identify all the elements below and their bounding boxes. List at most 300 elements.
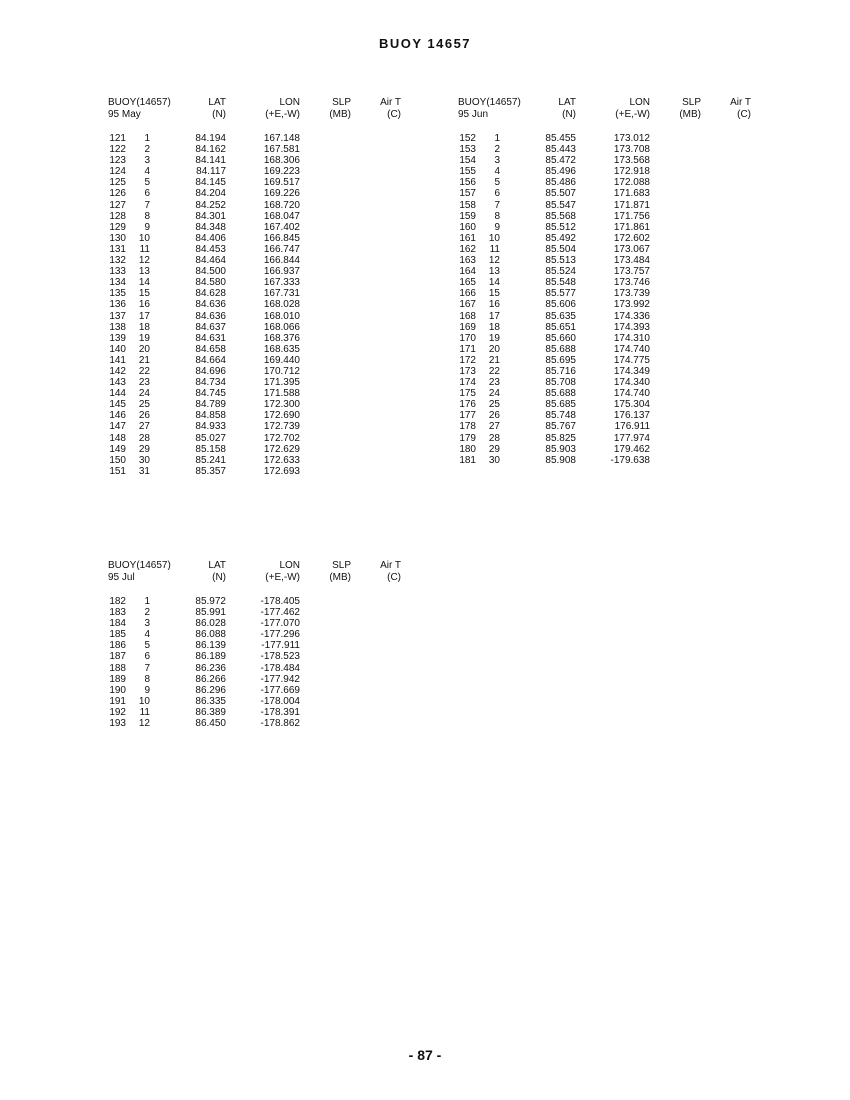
latitude-cell: 84.631 [195, 332, 226, 344]
longitude-cell: 167.731 [263, 288, 300, 300]
day-cell: 8 [144, 673, 150, 685]
table-row [100, 399, 420, 410]
lat-header: LAT [208, 97, 226, 108]
longitude-cell: -177.669 [260, 684, 300, 696]
latitude-cell: 86.028 [195, 618, 226, 630]
table-row [450, 377, 770, 388]
slp-unit: (MB) [679, 109, 701, 120]
day-cell: 7 [494, 199, 500, 211]
longitude-cell: 172.693 [263, 465, 300, 477]
day-of-year-cell: 176 [459, 399, 476, 411]
longitude-cell: 167.402 [263, 221, 300, 233]
lat-unit: (N) [212, 572, 226, 583]
day-cell: 13 [138, 266, 150, 278]
day-of-year-cell: 130 [109, 232, 126, 244]
table-row [100, 651, 420, 662]
day-cell: 17 [488, 310, 500, 322]
day-of-year-cell: 161 [459, 232, 476, 244]
day-cell: 28 [488, 432, 500, 444]
longitude-cell: 173.757 [613, 266, 650, 278]
day-of-year-cell: 157 [459, 188, 476, 200]
longitude-cell: 172.300 [263, 399, 300, 411]
day-cell: 6 [494, 188, 500, 200]
day-of-year-cell: 127 [109, 199, 126, 211]
air-temp-unit: (C) [387, 109, 401, 120]
latitude-cell: 84.500 [195, 266, 226, 278]
latitude-cell: 85.991 [195, 607, 226, 619]
longitude-cell: 172.918 [613, 166, 650, 178]
day-of-year-cell: 186 [109, 640, 126, 652]
day-of-year-cell: 129 [109, 221, 126, 233]
day-cell: 11 [489, 243, 500, 255]
table-row [100, 155, 420, 166]
longitude-cell: 166.845 [263, 232, 300, 244]
table-row [450, 255, 770, 266]
lon-header: LON [629, 97, 650, 108]
latitude-cell: 85.972 [195, 596, 226, 607]
latitude-cell: 84.636 [195, 299, 226, 311]
latitude-cell: 86.236 [195, 662, 226, 674]
table-row [100, 674, 420, 685]
day-cell: 26 [488, 410, 500, 422]
day-of-year-cell: 183 [109, 607, 126, 619]
day-of-year-cell: 168 [459, 310, 476, 322]
day-cell: 4 [144, 166, 150, 178]
latitude-cell: 85.695 [545, 354, 576, 366]
buoy-header: BUOY(14657) [458, 97, 521, 108]
day-cell: 25 [138, 399, 150, 411]
longitude-cell: -178.484 [260, 662, 300, 674]
day-cell: 3 [144, 155, 150, 167]
slp-header: SLP [332, 560, 351, 571]
day-cell: 3 [144, 618, 150, 630]
latitude-cell: 84.933 [195, 421, 226, 433]
air-temp-header: Air T [380, 560, 401, 571]
day-cell: 21 [138, 354, 150, 366]
day-cell: 31 [138, 465, 150, 477]
longitude-cell: 166.747 [263, 243, 300, 255]
latitude-cell: 84.406 [195, 232, 226, 244]
day-cell: 10 [138, 695, 150, 707]
latitude-cell: 84.628 [195, 288, 226, 300]
table-row [450, 166, 770, 177]
latitude-cell: 86.139 [195, 640, 226, 652]
day-of-year-cell: 185 [109, 629, 126, 641]
longitude-cell: 167.581 [263, 144, 300, 156]
air-temp-unit: (C) [387, 572, 401, 583]
table-row [450, 455, 770, 466]
latitude-cell: 84.162 [195, 144, 226, 156]
longitude-cell: 176.137 [613, 410, 650, 422]
day-of-year-cell: 150 [109, 454, 126, 466]
day-cell: 7 [144, 199, 150, 211]
latitude-cell: 84.301 [195, 210, 226, 222]
table-row [450, 444, 770, 455]
day-of-year-cell: 162 [459, 243, 476, 255]
longitude-cell: 175.304 [613, 399, 650, 411]
day-cell: 6 [144, 188, 150, 200]
day-of-year-cell: 160 [459, 221, 476, 233]
day-cell: 13 [488, 266, 500, 278]
day-of-year-cell: 133 [109, 266, 126, 278]
latitude-cell: 85.241 [195, 454, 226, 466]
lon-unit: (+E,-W) [265, 109, 300, 120]
day-cell: 29 [138, 443, 150, 455]
table-row [450, 222, 770, 233]
day-cell: 24 [488, 388, 500, 400]
table-row [100, 355, 420, 366]
latitude-cell: 85.688 [545, 343, 576, 355]
longitude-cell: 174.340 [613, 377, 650, 389]
table-row [450, 211, 770, 222]
day-cell: 29 [488, 443, 500, 455]
day-of-year-cell: 121 [109, 133, 126, 144]
day-cell: 20 [138, 343, 150, 355]
table-row [100, 629, 420, 640]
longitude-cell: 172.739 [263, 421, 300, 433]
month-label: 95 Jun [458, 109, 489, 120]
day-cell: 19 [488, 332, 500, 344]
column-header [100, 560, 420, 586]
day-of-year-cell: 174 [459, 377, 476, 389]
day-of-year-cell: 147 [109, 421, 126, 433]
day-cell: 8 [494, 210, 500, 222]
table-row [450, 233, 770, 244]
table-row [100, 433, 420, 444]
latitude-cell: 85.577 [545, 288, 576, 300]
longitude-cell: 173.568 [613, 155, 650, 167]
longitude-cell: -177.942 [260, 673, 300, 685]
table-row [450, 344, 770, 355]
longitude-cell: 174.393 [613, 321, 650, 333]
table-row [100, 200, 420, 211]
day-of-year-cell: 178 [459, 421, 476, 433]
day-of-year-cell: 190 [109, 684, 126, 696]
latitude-cell: 84.734 [195, 377, 226, 389]
air-temp-header: Air T [730, 97, 751, 108]
table-row [100, 618, 420, 629]
table-row [450, 244, 770, 255]
latitude-cell: 85.908 [545, 454, 576, 466]
day-cell: 10 [488, 232, 500, 244]
latitude-cell: 85.496 [545, 166, 576, 178]
month-label: 95 Jul [108, 572, 135, 583]
longitude-cell: -178.862 [260, 718, 300, 730]
day-of-year-cell: 180 [459, 443, 476, 455]
day-cell: 4 [144, 629, 150, 641]
latitude-cell: 84.658 [195, 343, 226, 355]
day-cell: 15 [138, 288, 150, 300]
day-cell: 30 [488, 454, 500, 466]
table-row [450, 421, 770, 432]
day-of-year-cell: 189 [109, 673, 126, 685]
table-row [450, 155, 770, 166]
table-row [100, 388, 420, 399]
latitude-cell: 84.252 [195, 199, 226, 211]
day-of-year-cell: 173 [459, 365, 476, 377]
day-of-year-cell: 124 [109, 166, 126, 178]
day-of-year-cell: 155 [459, 166, 476, 178]
slp-unit: (MB) [329, 109, 351, 120]
table-row [100, 299, 420, 310]
longitude-cell: 172.629 [263, 443, 300, 455]
longitude-cell: -178.523 [260, 651, 300, 663]
data-rows [100, 596, 420, 729]
day-cell: 9 [144, 221, 150, 233]
day-of-year-cell: 163 [459, 255, 476, 267]
lon-unit: (+E,-W) [265, 572, 300, 583]
day-cell: 18 [488, 321, 500, 333]
table-row [450, 410, 770, 421]
table-row [450, 433, 770, 444]
table-row [450, 333, 770, 344]
day-of-year-cell: 132 [109, 255, 126, 267]
data-rows [100, 133, 420, 477]
latitude-cell: 84.858 [195, 410, 226, 422]
day-cell: 23 [138, 377, 150, 389]
data-block-jul [100, 560, 420, 730]
longitude-cell: 167.148 [263, 133, 300, 144]
longitude-cell: 168.720 [263, 199, 300, 211]
day-of-year-cell: 169 [459, 321, 476, 333]
longitude-cell: 168.635 [263, 343, 300, 355]
slp-header: SLP [682, 97, 701, 108]
day-of-year-cell: 193 [109, 718, 126, 730]
table-row [100, 322, 420, 333]
lon-header: LON [279, 560, 300, 571]
table-row [100, 333, 420, 344]
day-cell: 3 [494, 155, 500, 167]
day-of-year-cell: 144 [109, 388, 126, 400]
table-row [100, 455, 420, 466]
latitude-cell: 85.568 [545, 210, 576, 222]
day-cell: 15 [488, 288, 500, 300]
day-of-year-cell: 148 [109, 432, 126, 444]
day-cell: 10 [138, 232, 150, 244]
table-row [100, 444, 420, 455]
air-temp-header: Air T [380, 97, 401, 108]
day-of-year-cell: 159 [459, 210, 476, 222]
table-row [450, 366, 770, 377]
day-of-year-cell: 135 [109, 288, 126, 300]
longitude-cell: 173.746 [613, 277, 650, 289]
table-row [100, 311, 420, 322]
longitude-cell: 168.010 [263, 310, 300, 322]
longitude-cell: 173.708 [613, 144, 650, 156]
day-of-year-cell: 122 [109, 144, 126, 156]
day-of-year-cell: 181 [459, 454, 476, 466]
table-row [100, 266, 420, 277]
day-of-year-cell: 131 [109, 243, 126, 255]
longitude-cell: 174.740 [613, 343, 650, 355]
month-label: 95 May [108, 109, 141, 120]
latitude-cell: 84.636 [195, 310, 226, 322]
day-cell: 27 [488, 421, 500, 433]
day-cell: 8 [144, 210, 150, 222]
table-row [100, 640, 420, 651]
longitude-cell: -178.004 [260, 695, 300, 707]
day-of-year-cell: 136 [109, 299, 126, 311]
table-row [100, 696, 420, 707]
day-cell: 21 [488, 354, 500, 366]
day-cell: 2 [144, 607, 150, 619]
day-of-year-cell: 149 [109, 443, 126, 455]
latitude-cell: 85.606 [545, 299, 576, 311]
day-cell: 26 [138, 410, 150, 422]
longitude-cell: 172.602 [613, 232, 650, 244]
latitude-cell: 85.767 [545, 421, 576, 433]
longitude-cell: 173.992 [613, 299, 650, 311]
lat-unit: (N) [562, 109, 576, 120]
day-of-year-cell: 152 [459, 133, 476, 144]
day-cell: 22 [138, 365, 150, 377]
day-of-year-cell: 154 [459, 155, 476, 167]
latitude-cell: 84.117 [196, 166, 226, 178]
table-row [450, 311, 770, 322]
longitude-cell: 173.739 [613, 288, 650, 300]
table-row [450, 355, 770, 366]
lat-header: LAT [558, 97, 576, 108]
latitude-cell: 85.443 [545, 144, 576, 156]
day-cell: 6 [144, 651, 150, 663]
day-of-year-cell: 123 [109, 155, 126, 167]
latitude-cell: 85.455 [545, 133, 576, 144]
longitude-cell: 169.226 [263, 188, 300, 200]
day-of-year-cell: 177 [459, 410, 476, 422]
longitude-cell: 170.712 [263, 365, 300, 377]
day-of-year-cell: 179 [459, 432, 476, 444]
day-cell: 1 [144, 133, 150, 144]
day-cell: 12 [138, 718, 150, 730]
latitude-cell: 85.688 [545, 388, 576, 400]
latitude-cell: 85.158 [195, 443, 226, 455]
lat-header: LAT [208, 560, 226, 571]
data-rows [450, 133, 770, 466]
longitude-cell: -179.638 [610, 454, 650, 466]
longitude-cell: 171.588 [263, 388, 300, 400]
latitude-cell: 84.194 [195, 133, 226, 144]
table-row [450, 277, 770, 288]
day-cell: 5 [144, 177, 150, 189]
latitude-cell: 84.141 [195, 155, 226, 167]
longitude-cell: 174.740 [613, 388, 650, 400]
column-header [100, 97, 420, 123]
day-of-year-cell: 165 [459, 277, 476, 289]
data-block-jun [450, 97, 770, 466]
table-row [100, 233, 420, 244]
day-of-year-cell: 172 [459, 354, 476, 366]
longitude-cell: 171.861 [613, 221, 650, 233]
longitude-cell: -177.462 [260, 607, 300, 619]
day-cell: 18 [138, 321, 150, 333]
latitude-cell: 86.266 [195, 673, 226, 685]
page-number: - 87 - [408, 1047, 442, 1063]
table-row [100, 166, 420, 177]
longitude-cell: 173.067 [613, 243, 650, 255]
table-row [100, 288, 420, 299]
table-row [450, 299, 770, 310]
table-row [450, 288, 770, 299]
latitude-cell: 85.548 [545, 277, 576, 289]
table-row [100, 222, 420, 233]
buoy-header: BUOY(14657) [108, 560, 171, 571]
day-of-year-cell: 170 [459, 332, 476, 344]
table-row [100, 685, 420, 696]
day-of-year-cell: 158 [459, 199, 476, 211]
day-of-year-cell: 125 [109, 177, 126, 189]
longitude-cell: 172.702 [263, 432, 300, 444]
table-row [100, 466, 420, 477]
table-row [100, 144, 420, 155]
table-row [450, 177, 770, 188]
day-of-year-cell: 153 [459, 144, 476, 156]
latitude-cell: 85.504 [545, 243, 576, 255]
day-of-year-cell: 188 [109, 662, 126, 674]
day-of-year-cell: 191 [109, 695, 126, 707]
longitude-cell: 174.310 [613, 332, 650, 344]
day-of-year-cell: 164 [459, 266, 476, 278]
table-row [100, 188, 420, 199]
latitude-cell: 85.512 [545, 221, 576, 233]
day-cell: 14 [488, 277, 500, 289]
day-of-year-cell: 167 [459, 299, 476, 311]
table-row [100, 596, 420, 607]
latitude-cell: 85.748 [545, 410, 576, 422]
table-row [100, 663, 420, 674]
day-of-year-cell: 146 [109, 410, 126, 422]
day-of-year-cell: 139 [109, 332, 126, 344]
day-cell: 27 [138, 421, 150, 433]
longitude-cell: -177.911 [261, 640, 300, 652]
latitude-cell: 86.389 [195, 706, 226, 718]
longitude-cell: 168.066 [263, 321, 300, 333]
day-cell: 7 [144, 662, 150, 674]
table-row [450, 322, 770, 333]
data-block-may [100, 97, 420, 477]
longitude-cell: 171.683 [613, 188, 650, 200]
day-of-year-cell: 137 [109, 310, 126, 322]
day-cell: 24 [138, 388, 150, 400]
day-of-year-cell: 134 [109, 277, 126, 289]
table-row [100, 366, 420, 377]
longitude-cell: -177.296 [260, 629, 300, 641]
longitude-cell: -177.070 [260, 618, 300, 630]
day-cell: 20 [488, 343, 500, 355]
day-cell: 5 [494, 177, 500, 189]
table-row [450, 144, 770, 155]
day-of-year-cell: 145 [109, 399, 126, 411]
longitude-cell: 172.633 [263, 454, 300, 466]
latitude-cell: 86.088 [195, 629, 226, 641]
day-of-year-cell: 187 [109, 651, 126, 663]
latitude-cell: 84.348 [195, 221, 226, 233]
latitude-cell: 86.450 [195, 718, 226, 730]
table-row [100, 133, 420, 144]
day-cell: 2 [144, 144, 150, 156]
day-cell: 12 [488, 255, 500, 267]
table-row [100, 707, 420, 718]
latitude-cell: 85.685 [545, 399, 576, 411]
table-row [450, 388, 770, 399]
table-row [450, 200, 770, 211]
latitude-cell: 84.637 [195, 321, 226, 333]
latitude-cell: 85.903 [545, 443, 576, 455]
day-cell: 12 [138, 255, 150, 267]
buoy-header: BUOY(14657) [108, 97, 171, 108]
day-cell: 17 [138, 310, 150, 322]
latitude-cell: 84.464 [195, 255, 226, 267]
longitude-cell: 171.871 [613, 199, 650, 211]
